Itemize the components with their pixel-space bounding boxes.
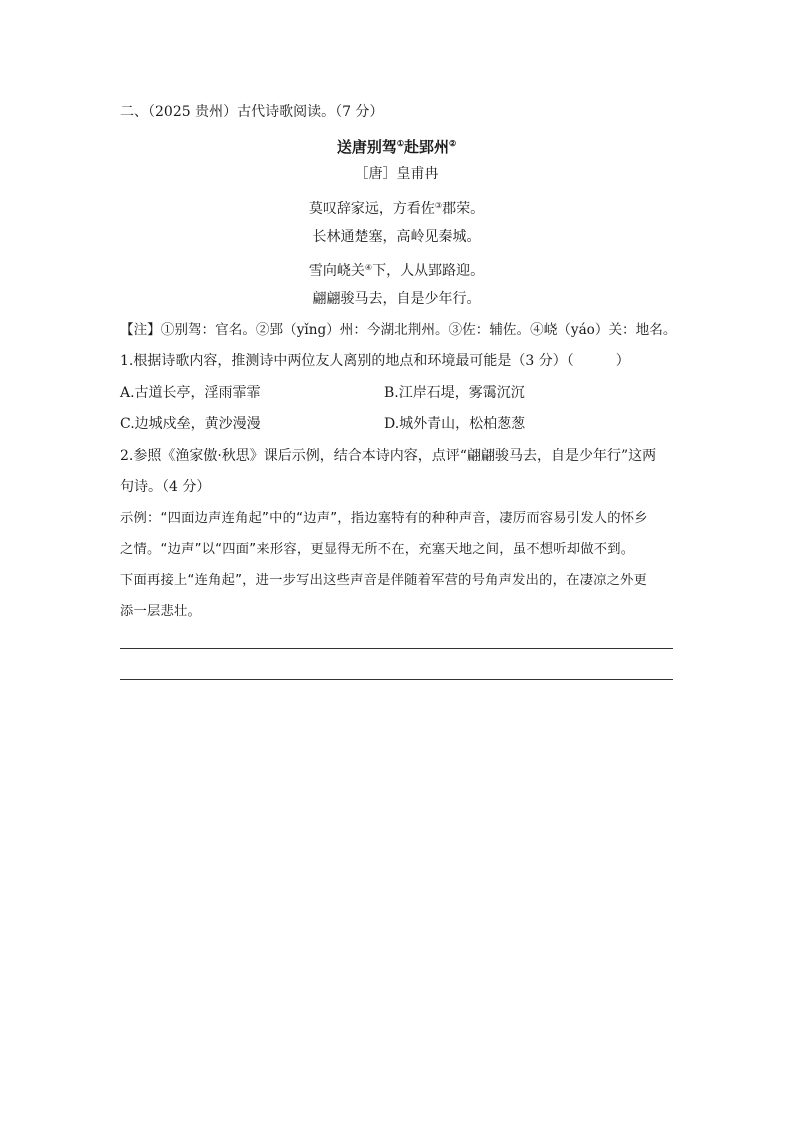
poem-line-1-text-b: 郡荣。 (442, 201, 485, 217)
question-1-option-a: A.古道长亭，淫雨霏霏 (120, 385, 261, 401)
poem-title (0, 134, 793, 156)
annotation-note: 【注】①别驾：官名。②郢（yǐng）州：今湖北荆州。③佐：辅佐。④峣（yáo）关：地名。 (120, 322, 677, 338)
poem-author: ［唐］皇甫冉 (354, 166, 439, 182)
poem-line-2: 长林通楚塞，高岭见秦城。 (312, 229, 481, 245)
question-2-stem-line-2: 句诗。（4 分） (120, 479, 211, 495)
example-line-2: 之情。“边声”以“四面”来形容，更显得无所不在，充塞天地之间，虽不想听却做不到。 (120, 542, 635, 557)
question-1-option-c: C.边城戍垒，黄沙漫漫 (120, 416, 261, 432)
question-1-option-d: D.城外青山，松柏葱葱 (384, 416, 526, 432)
poem-title-part1: 送唐别驾 (336, 138, 397, 156)
footnote-mark-1: ① (396, 138, 404, 148)
footnote-mark-4: ④ (364, 263, 373, 272)
example-line-1: 示例：“四面边声连角起”中的“边声”，指边塞特有的种种声音，凄厉而容易引发人的怀乡 (120, 511, 648, 526)
question-1-stem: 1.根据诗歌内容，推测诗中两位友人离别的地点和环境最可能是（3 分）（ ） (120, 353, 630, 369)
answer-line-2[interactable] (120, 679, 673, 680)
example-line-3: 下面再接上“连角起”，进一步写出这些声音是伴随着军营的号角声发出的，在凄凉之外更 (120, 573, 648, 588)
question-1-option-b: B.江岸石堤，雾霭沉沉 (384, 385, 525, 401)
poem-title-part2: 赴郢州 (404, 138, 450, 156)
answer-line-1[interactable] (120, 648, 673, 649)
footnote-mark-2: ② (449, 138, 457, 148)
poem-line-1-text-a: 莫叹辞家远，方看佐 (308, 201, 435, 217)
poem-line-3-text-b: 下，人从郢路迎。 (372, 263, 485, 279)
question-2-stem-line-1: 2.参照《渔家傲·秋思》课后示例，结合本诗内容，点评“翩翩骏马去，自是少年行”这两 (120, 448, 657, 464)
poem-line-1 (0, 197, 793, 218)
example-line-4: 添一层悲壮。 (120, 604, 201, 619)
poem-line-3-text-a: 雪向峣关 (308, 263, 365, 279)
poem-line-3 (0, 259, 793, 280)
footnote-mark-3: ③ (434, 201, 443, 210)
poem-line-4: 翩翩骏马去，自是少年行。 (312, 291, 481, 307)
section-heading: 二、（2025 贵州）古代诗歌阅读。（7 分） (120, 104, 384, 120)
